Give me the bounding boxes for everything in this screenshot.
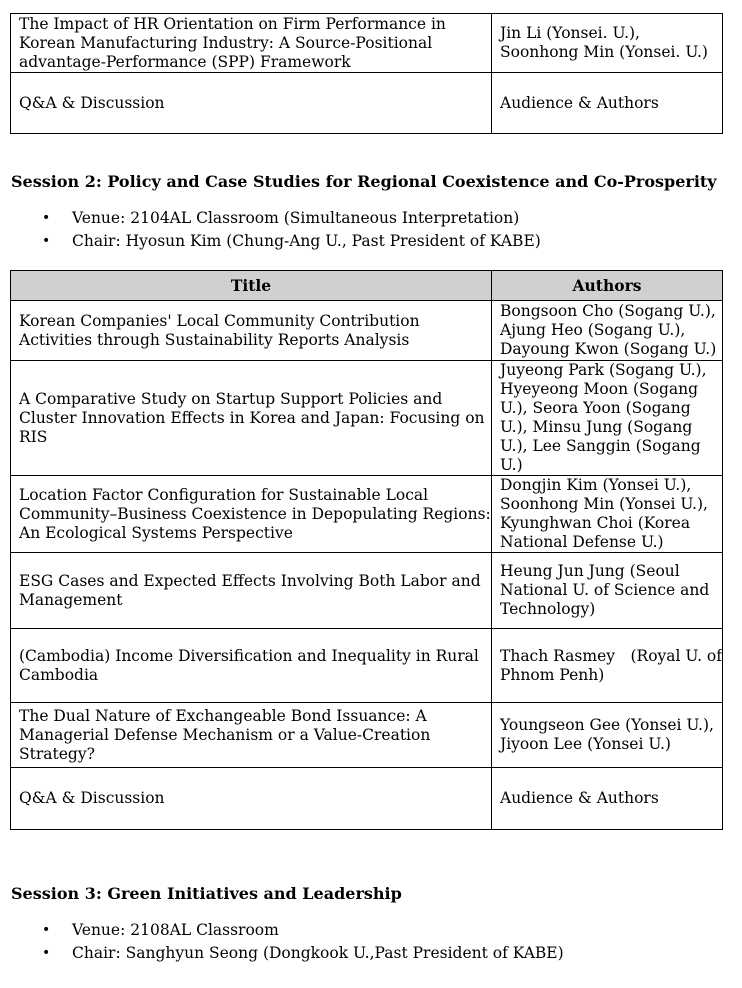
session-2-details xyxy=(0,207,541,253)
paper-title: Q&A & Discussion xyxy=(11,73,492,134)
table-row xyxy=(11,361,723,476)
table-row xyxy=(11,703,723,768)
session-2-title: Session 2: Policy and Case Studies for Regional Coexistence and Co-Prosperity xyxy=(11,172,717,191)
column-header-title: Title xyxy=(11,271,492,301)
session-2-chair: • Chair: Hyosun Kim (Chung-Ang U., Past President of KABE) xyxy=(0,230,541,253)
paper-title: (Cambodia) Income Diversification and Inequality in Rural Cambodia xyxy=(11,629,492,703)
paper-authors: Juyeong Park (Sogang U.), Hyeyeong Moon (Sogang U.), Seora Yoon (Sogang U.), Minsu Jung (Sogang U.), Lee Sanggin (Sogang U.) xyxy=(492,361,723,476)
paper-title: Location Factor Configuration for Sustainable Local Community–Business Coexistence in Depopulating Regions: An Ecological Systems Perspective xyxy=(11,476,492,553)
table-row xyxy=(11,553,723,629)
table-row xyxy=(11,14,723,73)
table-header-row xyxy=(11,271,723,301)
paper-authors: Audience & Authors xyxy=(492,768,723,830)
table-row xyxy=(11,301,723,361)
paper-authors: Youngseon Gee (Yonsei U.), Jiyoon Lee (Yonsei U.) xyxy=(492,703,723,768)
session-3-venue: • Venue: 2108AL Classroom xyxy=(0,919,564,942)
paper-title: ESG Cases and Expected Effects Involving Both Labor and Management xyxy=(11,553,492,629)
session-3-details xyxy=(0,919,564,965)
table-row xyxy=(11,476,723,553)
paper-title: The Dual Nature of Exchangeable Bond Issuance: A Managerial Defense Mechanism or a Value-Creation Strategy? xyxy=(11,703,492,768)
paper-title: Q&A & Discussion xyxy=(11,768,492,830)
paper-authors: Heung Jun Jung (Seoul National U. of Science and Technology) xyxy=(492,553,723,629)
table-row xyxy=(11,73,723,134)
paper-title: A Comparative Study on Startup Support Policies and Cluster Innovation Effects in Korea and Japan: Focusing on RIS xyxy=(11,361,492,476)
paper-authors: Bongsoon Cho (Sogang U.), Ajung Heo (Sogang U.), Dayoung Kwon (Sogang U.) xyxy=(492,301,723,361)
column-header-authors: Authors xyxy=(492,271,723,301)
paper-title: Korean Companies' Local Community Contribution Activities through Sustainability Reports Analysis xyxy=(11,301,492,361)
session-2-venue: • Venue: 2104AL Classroom (Simultaneous Interpretation) xyxy=(0,207,541,230)
paper-authors: Dongjin Kim (Yonsei U.), Soonhong Min (Yonsei U.), Kyunghwan Choi (Korea National Defense U.) xyxy=(492,476,723,553)
paper-authors: Thach Rasmey (Royal U. of Phnom Penh) xyxy=(492,629,723,703)
paper-authors: Jin Li (Yonsei. U.), Soonhong Min (Yonsei. U.) xyxy=(492,14,723,73)
session-3-chair: • Chair: Sanghyun Seong (Dongkook U.,Past President of KABE) xyxy=(0,942,564,965)
table-row xyxy=(11,629,723,703)
paper-title: The Impact of HR Orientation on Firm Performance in Korean Manufacturing Industry: A Source-Positional advantage-Performance (SPP) Framework xyxy=(11,14,492,73)
paper-authors: Audience & Authors xyxy=(492,73,723,134)
session-3-title: Session 3: Green Initiatives and Leadership xyxy=(11,884,402,903)
session2-table xyxy=(10,270,723,830)
table-row xyxy=(11,768,723,830)
session1-table xyxy=(10,13,723,134)
